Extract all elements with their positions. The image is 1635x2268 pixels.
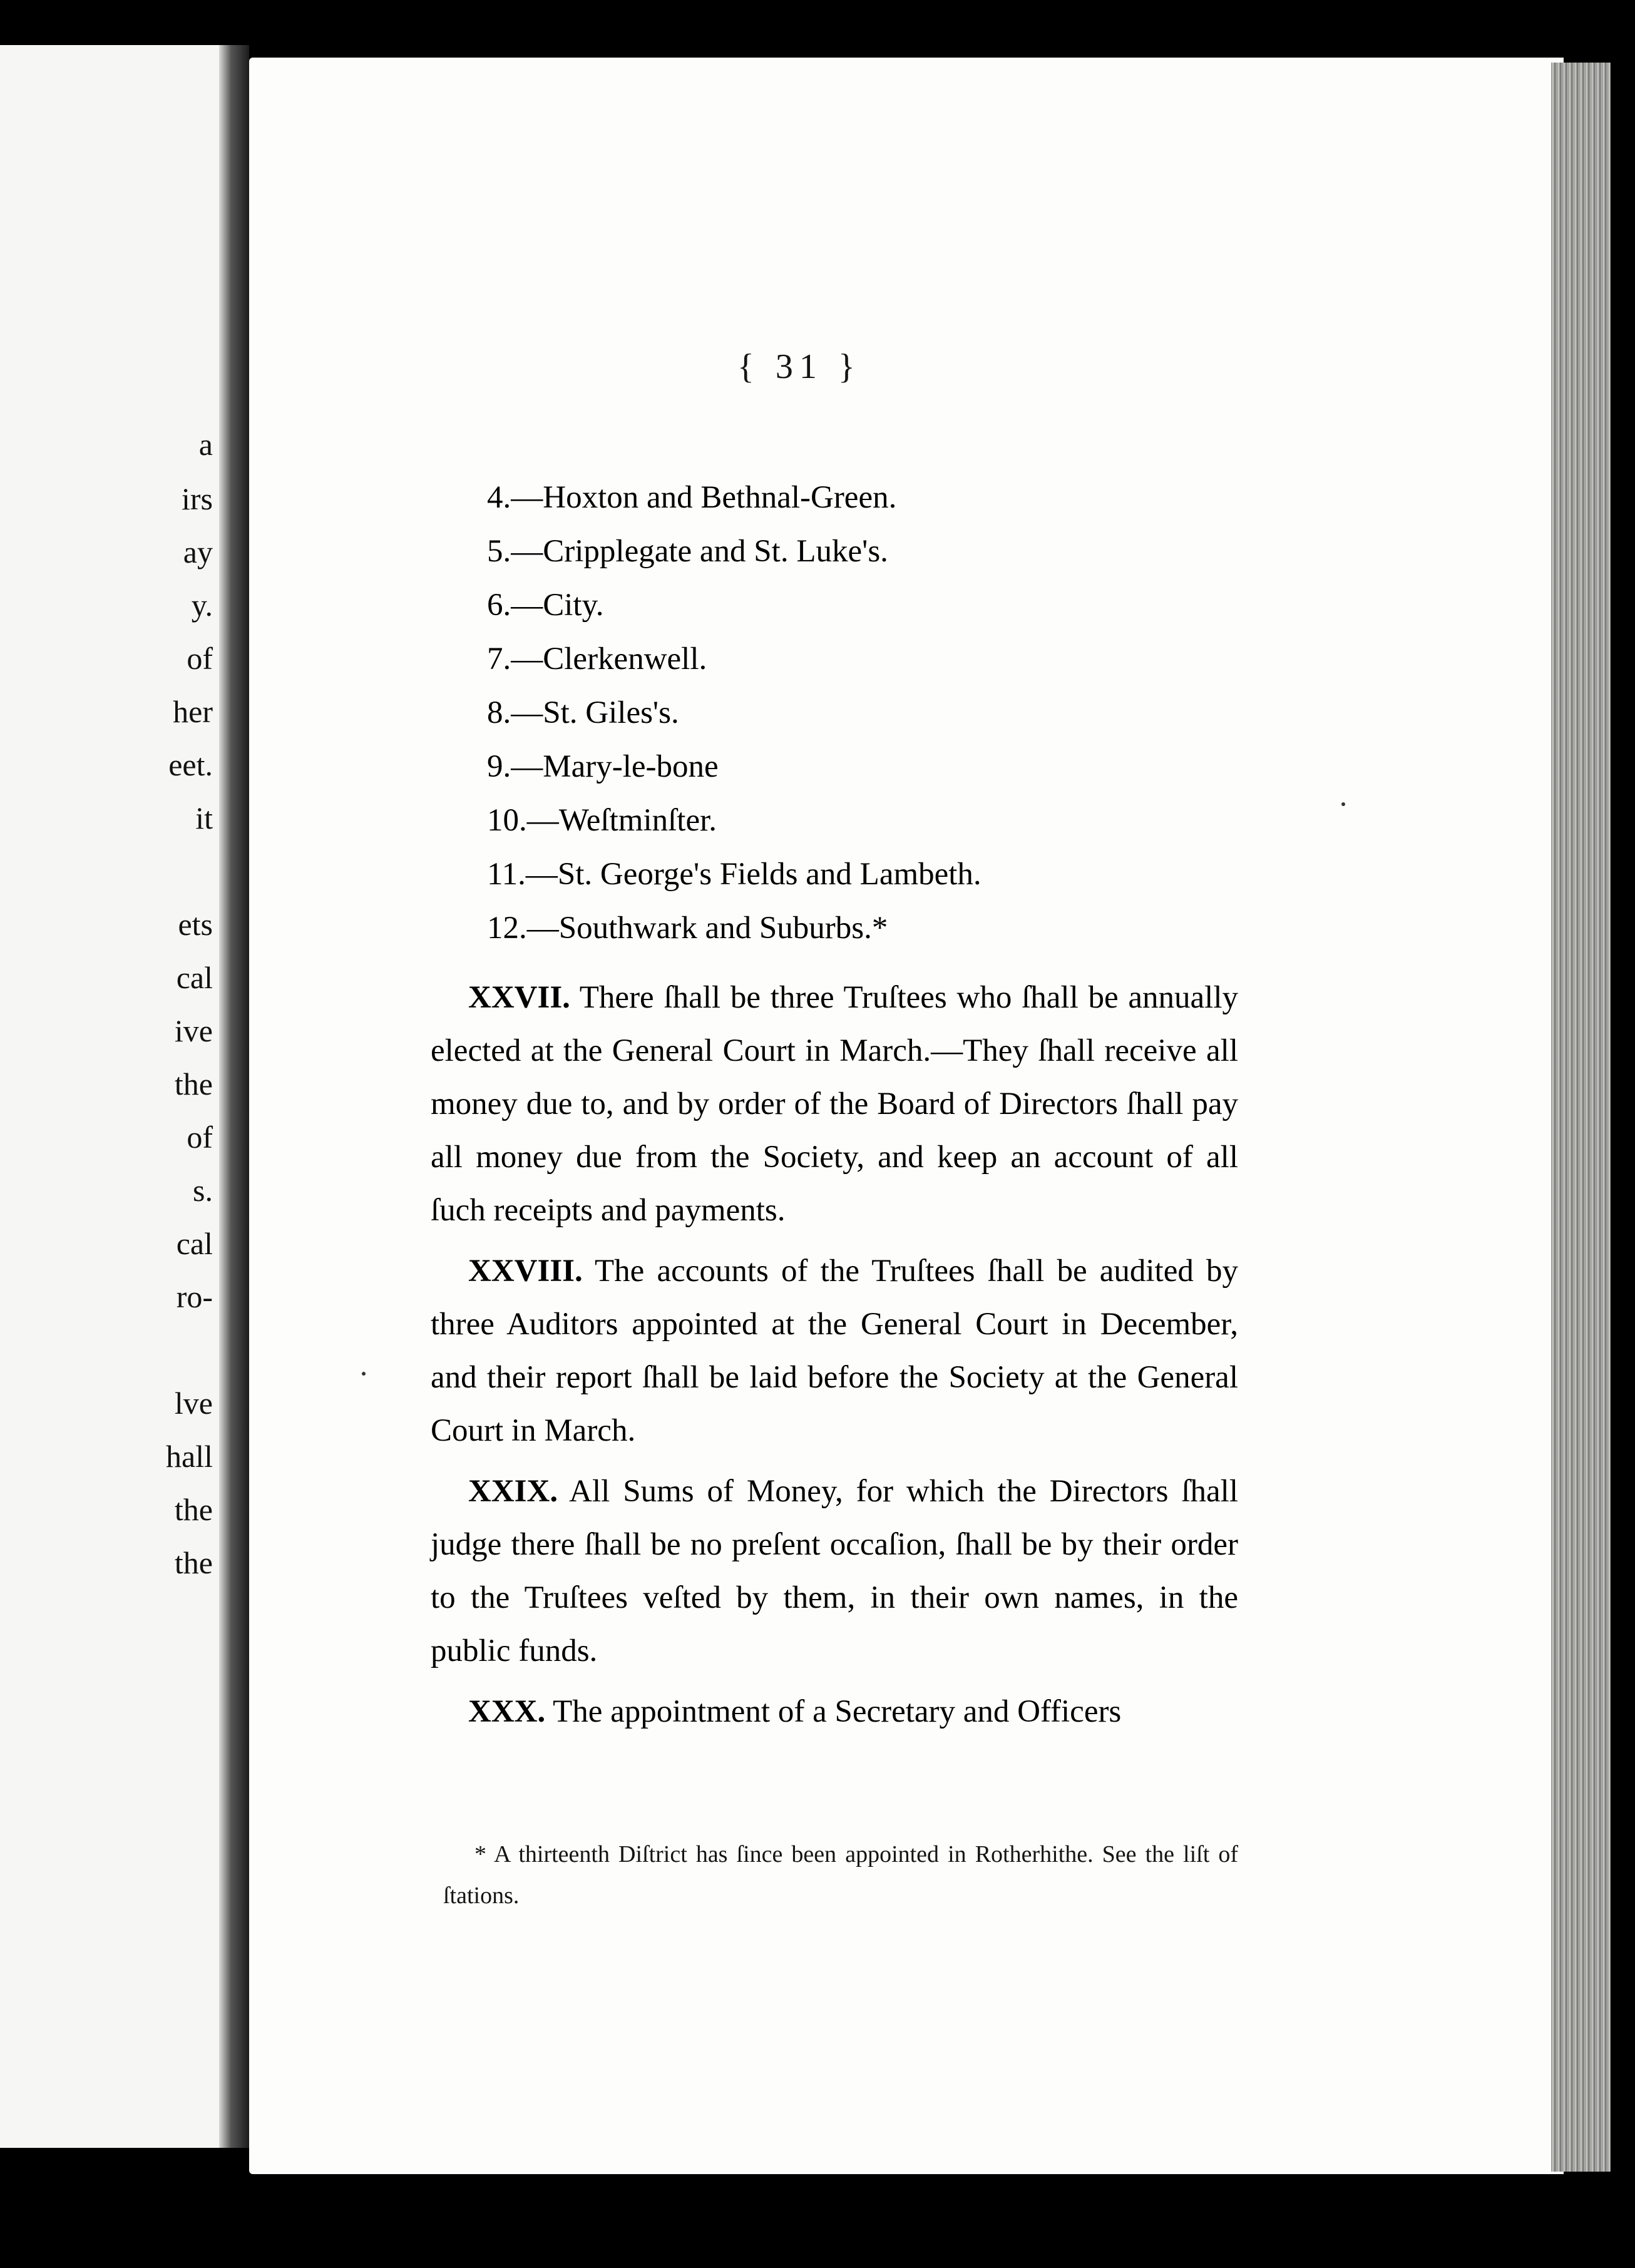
article-xxix [431,1465,1238,1678]
footnote: * A thirteenth Diſtrict has ſince been appointed in Rotherhithe. See the liſt of ſtations. [443,1841,1238,1909]
district-name: —Southwark and Suburbs.* [526,911,888,946]
district-list [487,471,982,955]
district-name: —Weſtminſter. [526,803,717,838]
page-edges [1551,63,1611,2172]
speck [1341,802,1345,806]
page-31 [249,58,1564,2174]
district-number: 8. [487,695,511,730]
district-name: —Clerkenwell. [511,641,707,677]
district-name: —Hoxton and Bethnal-Green. [511,480,897,515]
district-item [487,794,982,847]
line-ending: hall [166,1439,213,1474]
district-number: 6. [487,588,511,623]
district-item [487,901,982,955]
previous-page-fragment [0,45,227,2148]
speck [362,1372,366,1376]
line-ending: s. [193,1173,213,1208]
line-ending: cal [176,960,213,995]
line-ending: ive [174,1013,213,1048]
district-item [487,578,982,632]
district-name: —St. George's Fields and Lambeth. [525,857,982,892]
line-ending: ay [183,534,213,570]
article-text: The accounts of the Truſtees ſhall be audited by three Auditors appointed at the General Court in December, and their report ſhall be laid before the Society at the General Court in March. [431,1254,1238,1448]
district-number: 11. [487,857,526,892]
page-number: { 31 } [737,347,861,386]
line-ending: of [187,1120,213,1155]
district-number: 12. [487,911,527,946]
article-number: XXVII. [468,980,570,1015]
district-item [487,740,982,794]
article-xxx [431,1685,1238,1739]
district-number: 4. [487,480,511,515]
article-text: There ſhall be three Truſtees who ſhall be annually elected at the General Court in March.—They ſhall receive all money due to, and by order of the Board of Directors ſhall pay all money due from the Society, and keep an account of all ſuch receipts and payments. [431,980,1238,1228]
line-ending: ro- [176,1279,213,1314]
district-item [487,524,982,578]
district-number: 9. [487,749,511,784]
line-ending: of [187,641,213,676]
district-number: 5. [487,534,511,569]
article-xxvii [431,971,1238,1237]
article-number: XXVIII. [468,1254,583,1289]
district-name: —City. [511,588,604,623]
line-ending: the [174,1066,213,1101]
district-item [487,686,982,740]
district-name: —Cripplegate and St. Luke's. [511,534,888,569]
line-ending: irs [182,481,213,516]
district-item [487,632,982,686]
line-ending: her [173,694,213,729]
line-ending: y. [191,588,213,623]
article-xxviii [431,1245,1238,1458]
line-ending: the [174,1545,213,1580]
article-text: All Sums of Money, for which the Directors ſhall judge there ſhall be no preſent occaſion, ſhall be by their order to the Truſtees veſted by them, in their own names, in the public funds. [431,1474,1239,1668]
district-number: 7. [487,641,511,677]
line-ending: the [174,1492,213,1527]
line-ending: lve [174,1386,213,1421]
district-item [487,847,982,901]
district-name: —St. Giles's. [511,695,679,730]
articles [431,971,1238,1746]
line-ending: it [195,800,213,835]
line-ending: a [198,427,213,462]
district-item [487,471,982,524]
district-name: —Mary-le-bone [511,749,719,784]
district-number: 10. [487,803,527,838]
line-ending: ets [178,907,213,942]
article-text: The appointment of a Secretary and Officers [553,1694,1122,1729]
book-gutter [219,45,249,2148]
line-ending: eet. [168,747,213,782]
article-number: XXX. [468,1694,546,1729]
line-ending: cal [176,1226,213,1261]
article-number: XXIX. [468,1474,558,1509]
